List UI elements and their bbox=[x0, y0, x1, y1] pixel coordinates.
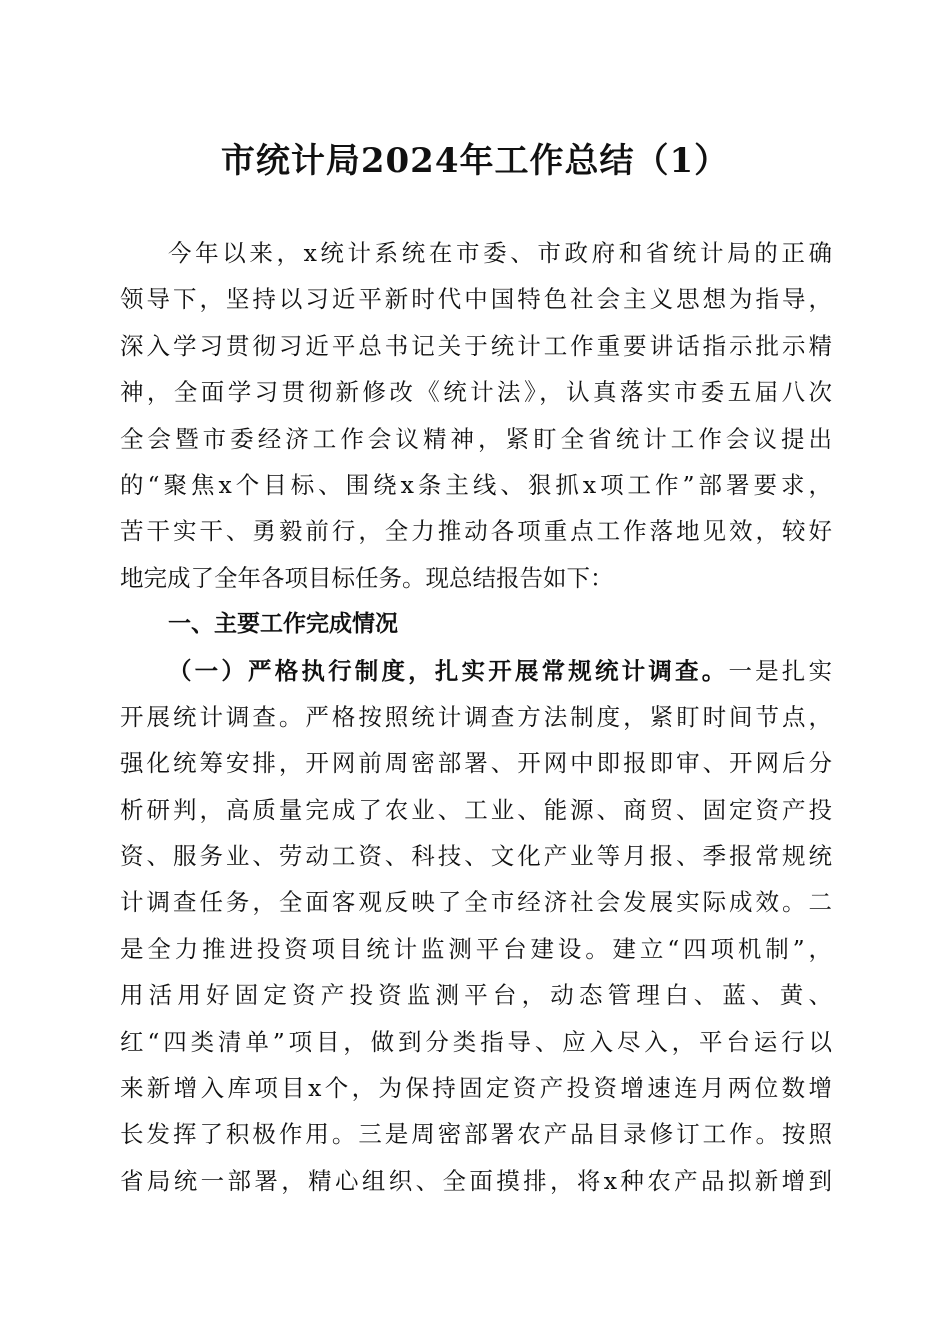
paragraph-line: 是全力推进投资项目统计监测平台建设。建立“四项机制”， bbox=[120, 934, 832, 963]
paragraph-line: 强化统筹安排，开网前周密部署、开网中即报即审、开网后分 bbox=[120, 749, 832, 778]
paragraph-line: 开展统计调查。严格按照统计调查方法制度，紧盯时间节点， bbox=[120, 702, 832, 731]
paragraph-line: 领导下，坚持以习近平新时代中国特色社会主义思想为指导， bbox=[120, 285, 832, 314]
paragraph-line: 资、服务业、劳动工资、科技、文化产业等月报、季报常规统 bbox=[120, 842, 832, 871]
paragraph-line: 深入学习贯彻习近平总书记关于统计工作重要讲话指示批示精 bbox=[120, 331, 832, 360]
paragraph-line: 来新增入库项目x个，为保持固定资产投资增速连月两位数增 bbox=[120, 1074, 832, 1103]
paragraph-line: 用活用好固定资产投资监测平台，动态管理白、蓝、黄、 bbox=[120, 981, 832, 1010]
section-heading: 一、主要工作完成情况 bbox=[168, 611, 398, 638]
document-body bbox=[120, 230, 832, 1204]
paragraph-line: 省局统一部署，精心组织、全面摸排，将x种农产品拟新增到 bbox=[120, 1166, 832, 1195]
paragraph-line: 红“四类清单”项目，做到分类指导、应入尽入，平台运行以 bbox=[120, 1027, 832, 1056]
paragraph-line: 析研判，高质量完成了农业、工业、能源、商贸、固定资产投 bbox=[120, 795, 832, 824]
paragraph-line: 地完成了全年各项目标任务。现总结报告如下： bbox=[120, 563, 614, 592]
paragraph-line: 今年以来，x统计系统在市委、市政府和省统计局的正确 bbox=[168, 239, 832, 267]
subsection-first-line bbox=[120, 648, 832, 694]
paragraph-line: 长发挥了积极作用。三是周密部署农产品目录修订工作。按照 bbox=[120, 1120, 832, 1149]
paragraph-line: 苦干实干、勇毅前行，全力推动各项重点工作落地见效，较好 bbox=[120, 517, 832, 546]
subsection-label: （一）严格执行制度，扎实开展常规统计调查。 bbox=[168, 656, 729, 685]
paragraph-line: 计调查任务，全面客观反映了全市经济社会发展实际成效。二 bbox=[120, 888, 832, 917]
document-title: 市统计局2024年工作总结（1） bbox=[220, 141, 730, 181]
paragraph-line: 的“聚焦x个目标、围绕x条主线、狠抓x项工作”部署要求， bbox=[120, 470, 832, 499]
paragraph-line: 神，全面学习贯彻新修改《统计法》，认真落实市委五届八次 bbox=[120, 378, 832, 407]
subsection-first-line-rest: 一是扎实 bbox=[728, 656, 832, 685]
paragraph-line: 全会暨市委经济工作会议精神，紧盯全省统计工作会议提出 bbox=[120, 424, 832, 453]
